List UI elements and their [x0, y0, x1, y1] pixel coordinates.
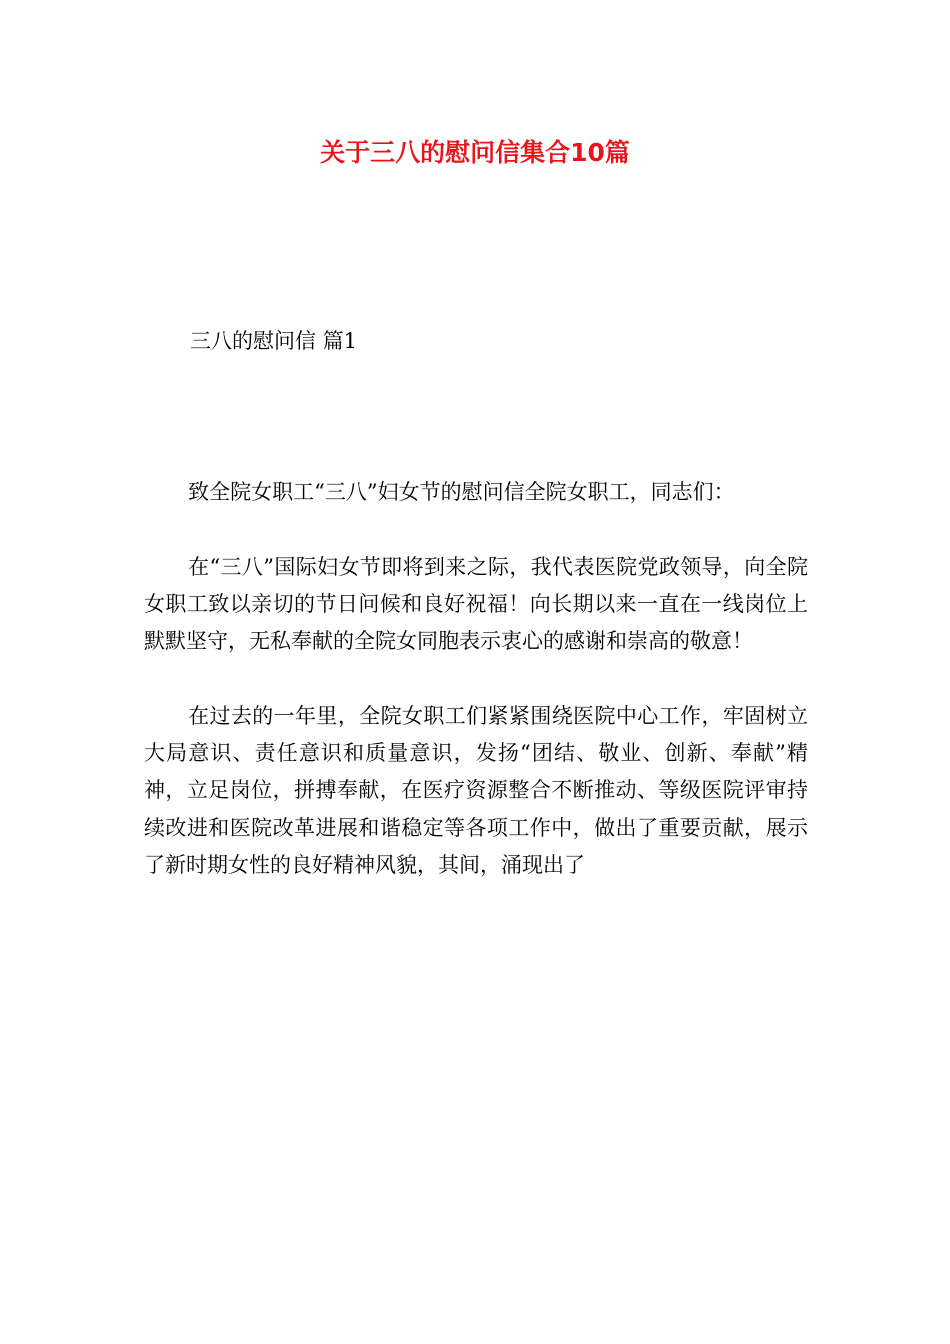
document-title: 关于三八的慰问信集合10篇 [320, 138, 630, 167]
paragraph-achievements: 在过去的一年里，全院女职工们紧紧围绕医院中心工作，牢固树立大局意识、责任意识和质量意识，发扬“团结、敬业、创新、奉献”精神，立足岗位，拼搏奉献，在医疗资源整合不断推动、等级医院评审持续改进和医院改革进展和谐稳定等各项工作中，做出了重要贡献，展示了新时期女性的良好精神风貌，其间，涌现出了 [144, 703, 808, 877]
paragraph-greeting: 在“三八”国际妇女节即将到来之际，我代表医院党政领导，向全院女职工致以亲切的节日问候和良好祝福！向长期以来一直在一线岗位上默默坚守，无私奉献的全院女同胞表示衷心的感谢和崇高的敬意！ [144, 554, 808, 654]
letter-body [144, 474, 808, 884]
paragraph-salutation: 致全院女职工“三八”妇女节的慰问信全院女职工，同志们： [188, 480, 735, 504]
section-heading: 三八的慰问信 篇1 [190, 329, 358, 353]
